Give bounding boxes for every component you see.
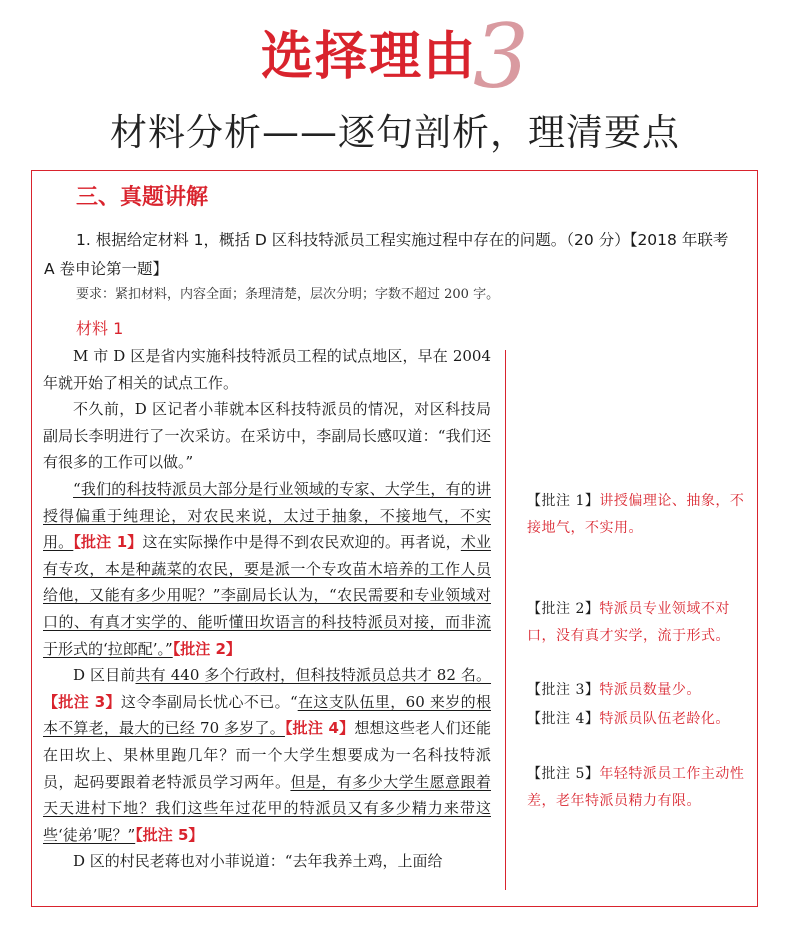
paragraph-5: D 区的村民老蒋也对小菲说道：“去年我养土鸡，上面给 <box>73 852 443 871</box>
paragraph-4 <box>43 662 491 848</box>
plain-text: 想想这些老人们还能在田坎上、果林里跑几年？而一个大学生想要成为一名科技特派员，起码要跟着老特派员学习两年。 <box>43 719 491 791</box>
annotation-mark-5: 【批注 5】 <box>135 825 204 844</box>
plain-text: 这令李副局长忧心不已。“ <box>120 692 298 711</box>
underlined-text: 但是，有多少大学生愿意跟着天天进村下地？我们这些年过花甲的特派员又有多少精力来带这些‘徒弟’呢？” <box>43 772 491 844</box>
question-text <box>44 226 750 284</box>
note-4 <box>527 706 752 733</box>
paragraph-2: 不久前，D 区记者小菲就本区科技特派员的情况，对区科技局副局长李明进行了一次采访。在采访中，李副局长感叹道：“我们还有很多的工作可以做。” <box>43 400 491 472</box>
material-body <box>43 343 491 875</box>
annotation-mark-4: 【批注 4】 <box>284 719 355 738</box>
note-2 <box>527 596 752 650</box>
paragraph-3 <box>43 476 491 662</box>
note-3 <box>527 677 752 704</box>
hero-title-number: 3 <box>473 5 529 108</box>
question-line-2: A 卷申论第一题】 <box>44 260 169 278</box>
note-tag: 【批注 5】 <box>527 766 600 782</box>
underlined-text: 共有 440 多个行政村，但科技特派员总共才 82 名。 <box>135 666 492 685</box>
annotation-mark-1: 【批注 1】 <box>73 533 143 552</box>
note-tag: 【批注 3】 <box>527 682 600 698</box>
notes-divider <box>505 350 506 890</box>
hero-title-text: 选择理由 <box>260 27 477 87</box>
note-tag: 【批注 2】 <box>527 601 600 617</box>
annotation-mark-3: 【批注 3】 <box>43 692 121 711</box>
underlined-text: “我们的科技特派员大部分是行业领域的专家、大学生，有的讲授得偏重于纯理论，对农民来说，太过于抽象，不接地气，不实用。 <box>43 479 491 552</box>
underlined-text: 在这支队伍里，60 来岁的根本不算老，最大的已经 70 多岁了。 <box>43 692 491 738</box>
underlined-text: 术业有专攻，本是种蔬菜的农民，要是派一个专攻苗木培养的工作人员给他，又能有多少用呢？”李副局长认为，“农民需要和专业领域对口的、有真才实学的、能听懂田坎语言的科技特派员对接，而非流于形式的‘拉郎配’。” <box>43 533 491 658</box>
note-text: 讲授偏理论、抽象，不接地气，不实用。 <box>527 493 745 536</box>
note-text: 特派员数量少。 <box>599 682 701 698</box>
hero-title <box>0 5 790 108</box>
note-text: 特派员队伍老龄化。 <box>599 711 730 727</box>
material-title: 材料 1 <box>76 319 124 338</box>
note-tag: 【批注 4】 <box>527 711 600 727</box>
note-text: 特派员专业领域不对口，没有真才实学，流于形式。 <box>527 601 730 644</box>
requirement-text: 要求：紧扣材料，内容全面；条理清楚，层次分明；字数不超过 200 字。 <box>76 287 500 302</box>
question-line-1: 1. 根据给定材料 1，概括 D 区科技特派员工程实施过程中存在的问题。（20 分）【2018 年联考 <box>76 231 729 249</box>
note-text: 年轻特派员工作主动性差，老年特派员精力有限。 <box>527 766 745 809</box>
page-subtitle: 材料分析——逐句剖析，理清要点 <box>110 111 680 154</box>
note-5 <box>527 761 752 815</box>
plain-text: D 区目前 <box>73 666 136 685</box>
section-title: 三、真题讲解 <box>76 185 209 210</box>
paragraph-1: M 市 D 区是省内实施科技特派员工程的试点地区，早在 2004 年就开始了相关的试点工作。 <box>43 347 491 392</box>
note-1 <box>527 488 752 542</box>
plain-text: 这在实际操作中是得不到农民欢迎的。再者说， <box>142 533 461 552</box>
annotation-mark-2: 【批注 2】 <box>172 639 241 658</box>
note-tag: 【批注 1】 <box>527 493 600 509</box>
